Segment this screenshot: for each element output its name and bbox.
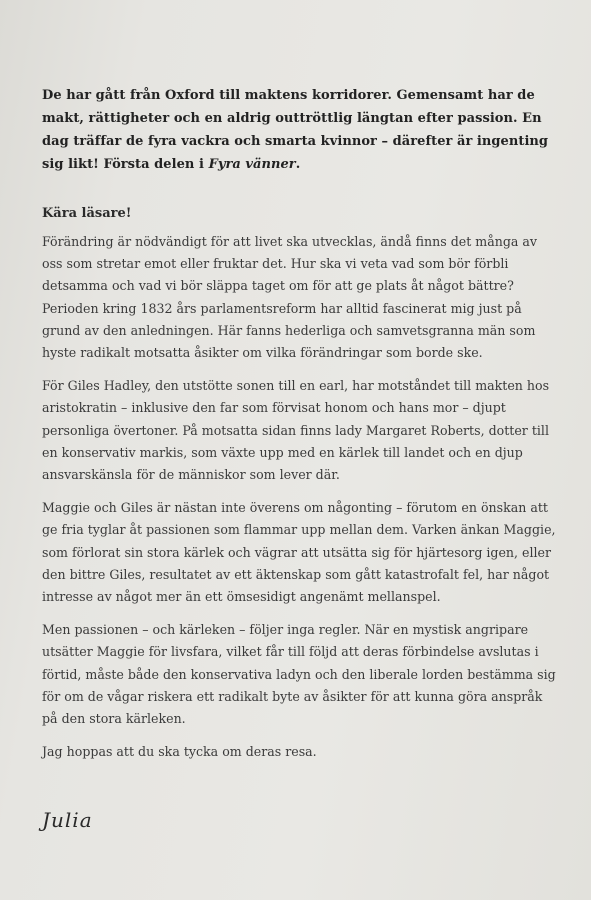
author-signature: [42, 808, 93, 832]
letter-closing: Jag hoppas att du ska tycka om deras resa.: [42, 744, 317, 760]
book-blurb: [42, 84, 557, 176]
letter-paragraph-3: Maggie och Giles är nästan inte överens om någonting – förutom en önskan att ge fria tyglar åt passionen som flammar upp mellan dem. Varken änkan Maggie, som förlorat sin stora kärlek och vägrar att utsätta sig för hjärtesorg igen, eller den bittre Giles, resultatet av ett äktenskap som gått katastrofalt fel, har något intresse av något mer än ett ömsesidigt angenämt mellanspel.: [42, 500, 556, 605]
signature-text: Julia: [42, 808, 93, 832]
blurb-main-text: De har gått från Oxford till maktens korridorer. Gemensamt har de makt, rättigheter och en aldrig outtröttlig längtan efter passion. En dag träffar de fyra vackra och smarta kvinnor – därefter är ingenting sig likt! Första delen i: [42, 88, 549, 172]
letter-paragraph-1: Förändring är nödvändigt för att livet ska utvecklas, ändå finns det många av oss som stretar emot eller fruktar det. Hur ska vi veta vad som bör förbli detsamma och vad vi bör släppa taget om för att ge plats åt något bättre? Perioden kring 1832 års parlamentsreform har alltid fascinerat mig just på grund av den anledningen. Här fanns hederliga och samvetsgranna män som hyste radikalt motsatta åsikter om vilka förändringar som borde ske.: [42, 234, 538, 361]
series-title: Fyra vänner: [208, 157, 296, 172]
letter-paragraph-2: För Giles Hadley, den utstötte sonen till en earl, har motståndet till makten hos aristokratin – inklusive den far som förvisat honom och hans mor – djupt personliga övertoner. På motsatta sidan finns lady Margaret Roberts, dotter till en konservativ markis, som växte upp med en kärlek till landet och en djup ansvarskänsla för de människor som lever där.: [42, 378, 550, 483]
letter-paragraph-4: Men passionen – och kärleken – följer inga regler. När en mystisk angripare utsätter Maggie för livsfara, vilket får till följd att deras förbindelse avslutas i förtid, måste både den konservativa ladyn och den liberale lorden bestämma sig för om de vågar riskera ett radikalt byte av åsikter för att kunna göra anspråk på den stora kärleken.: [42, 622, 556, 727]
letter-greeting: Kära läsare!: [42, 206, 132, 221]
blurb-end: .: [295, 157, 301, 172]
